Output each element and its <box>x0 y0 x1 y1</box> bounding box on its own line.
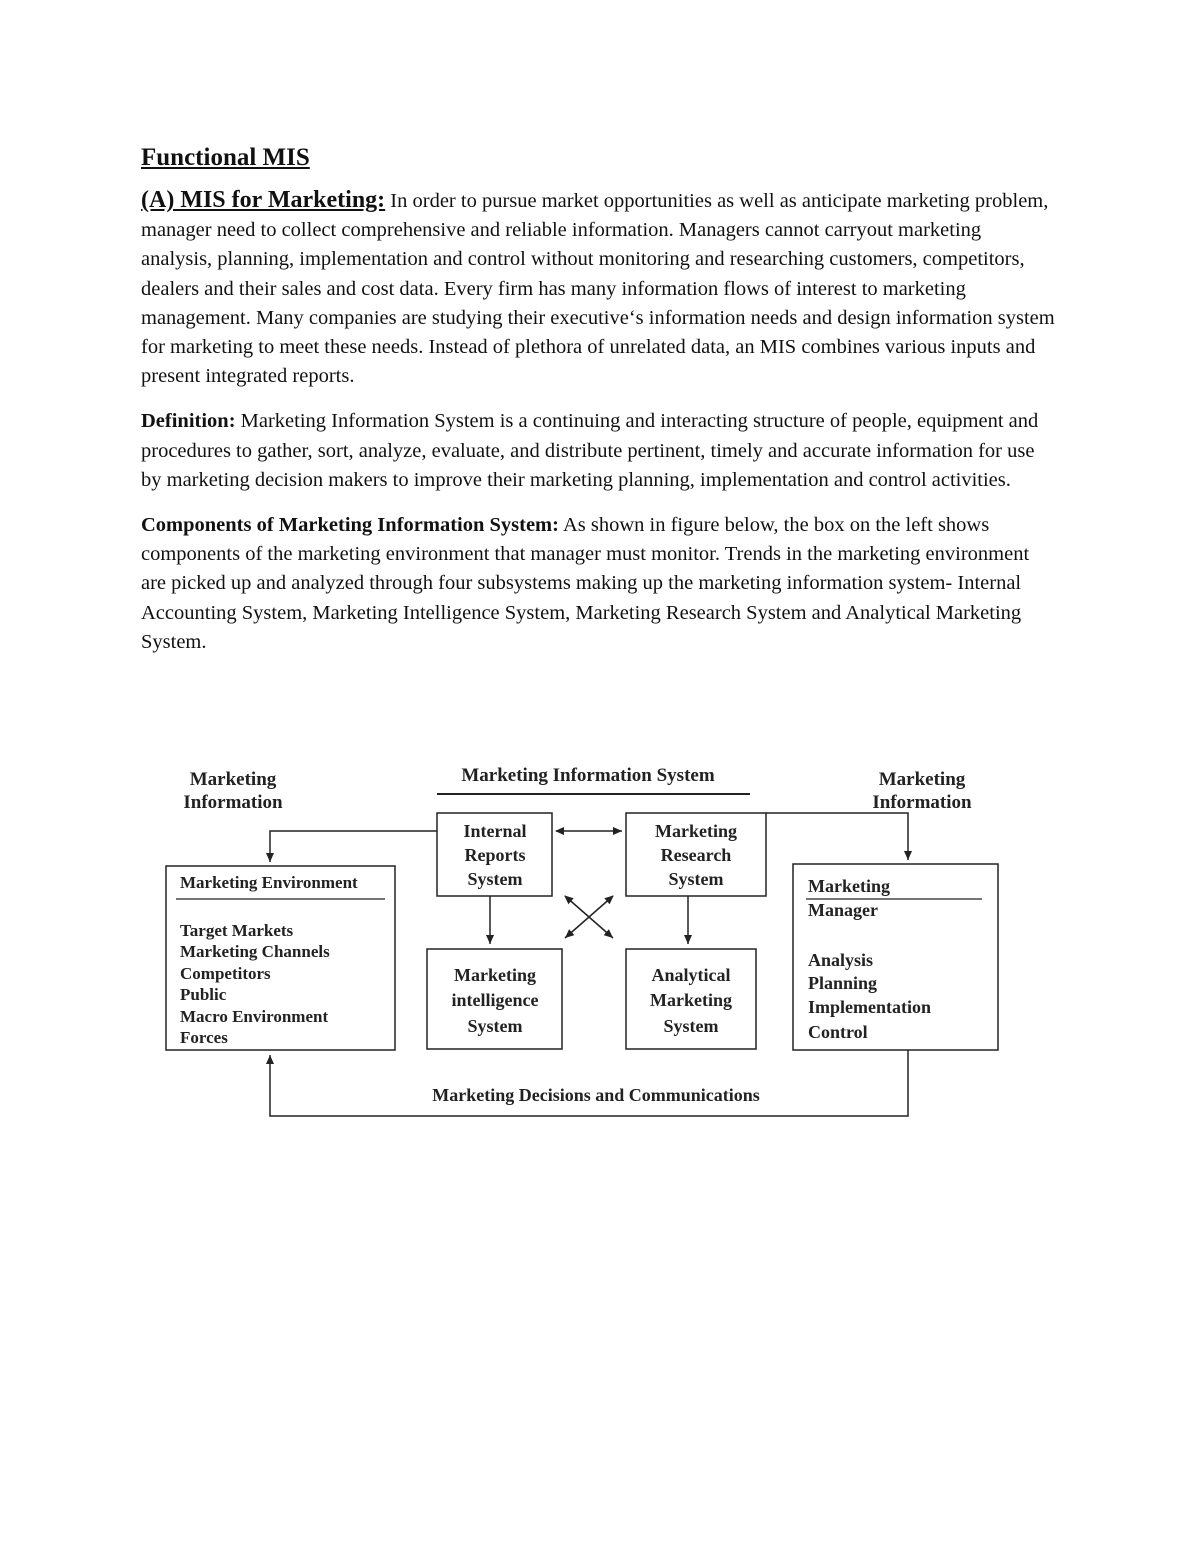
definition-text: Marketing Information System is a continuing and interacting structure of people, equipment and procedures to gather, sort, analyze, evaluate, and distribute pertinent, timely and accurate information for use by marketing decision makers to improve their marketing planning, implementation and control activities. <box>141 410 1039 491</box>
intelligence-line-3: System <box>467 1016 523 1036</box>
info-flow-to-environment <box>270 831 437 862</box>
section-title: (A) MIS for Marketing: <box>141 187 386 213</box>
analytical-line-2: Marketing <box>650 990 732 1010</box>
environment-item: Forces <box>180 1028 228 1047</box>
internal-reports-line-3: System <box>467 869 523 889</box>
research-line-2: Research <box>660 845 732 865</box>
info-flow-to-manager <box>766 813 908 860</box>
manager-title-1: Marketing <box>808 876 890 896</box>
right-info-label-2: Information <box>872 792 972 813</box>
decisions-feedback-arrow <box>270 1050 908 1116</box>
intelligence-line-2: intelligence <box>451 990 539 1010</box>
manager-title-2: Manager <box>808 900 878 920</box>
intelligence-line-1: Marketing <box>454 965 536 985</box>
components-label: Components of Marketing Information System: <box>141 514 559 537</box>
research-line-1: Marketing <box>655 821 737 841</box>
environment-item: Competitors <box>180 964 271 983</box>
manager-item: Control <box>808 1022 868 1042</box>
analytical-line-3: System <box>663 1016 719 1036</box>
internal-reports-line-2: Reports <box>464 845 526 865</box>
manager-item: Implementation <box>808 997 931 1017</box>
environment-item: Target Markets <box>180 921 294 940</box>
decisions-label: Marketing Decisions and Communications <box>432 1085 760 1105</box>
environment-item: Macro Environment <box>180 1007 329 1026</box>
manager-item: Analysis <box>808 950 874 970</box>
intro-text: In order to pursue market opportunities as well as anticipate marketing problem, manager need to collect comprehensive and reliable information. Managers cannot carryout marketing analysis, planning, implementation and control without monitoring and researching customers, competitors, dealers and their sales and cost data. Every firm has many information flows of interest to marketing management. Many companies are studying their executive‘s information needs and design information system for marketing to meet these needs. Instead of plethora of unrelated data, an MIS combines various inputs and present integrated reports. <box>141 190 1055 388</box>
definition-label: Definition: <box>141 410 236 433</box>
components-text: As shown in figure below, the box on the left shows components of the marketing environment that manager must monitor. Trends in the marketing environment are picked up and analyzed through four subsystems making up the marketing information system- Internal Accounting System, Marketing Intelligence System, Marketing Research System and Analytical Marketing System. <box>141 514 1030 653</box>
left-info-label-2: Information <box>183 792 283 813</box>
left-info-label-1: Marketing <box>189 769 277 790</box>
right-info-label-1: Marketing <box>878 769 966 790</box>
mis-title: Marketing Information System <box>461 765 715 786</box>
manager-item: Planning <box>808 973 878 993</box>
environment-item: Public <box>180 985 227 1004</box>
research-line-3: System <box>668 869 724 889</box>
environment-item: Marketing Channels <box>180 942 330 961</box>
internal-reports-line-1: Internal <box>463 821 527 841</box>
analytical-line-1: Analytical <box>651 965 731 985</box>
page-title: Functional MIS <box>141 144 310 171</box>
environment-title: Marketing Environment <box>180 873 358 892</box>
